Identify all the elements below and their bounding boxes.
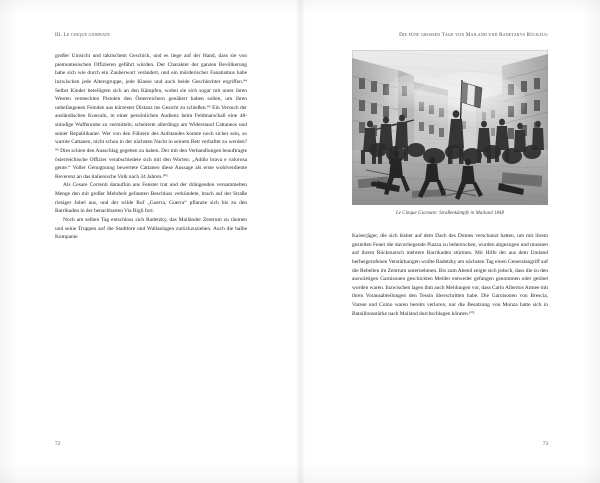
right-page [300,0,600,483]
right-page-running-head: Die fünf großen Tage von Mailand und Radetzkys Rückzug [399,32,548,38]
figure-block [352,50,548,216]
left-page-running-head: III. Le cinque giornate [55,32,110,38]
right-page-body [352,232,548,318]
paragraph: Kaiserjäger, die sich bisher auf dem Dach des Domes verschanzt hatten, um mit ihrem gezielten Feuer die davorliegende Piazza zu beherrschen, wurden abgezogen und mussten auf ihrem Rückmarsch mehrere Barrikaden stürmen. Mit Hilfe der aus dem Umland herbeigerufenen Verstärkungen wollte Radetzky am nächsten Tag einen Generalangriff auf die Rebellen im Zentrum unternehmen. Bis zum Abend zeigte sich jedoch, dass die zu den auswärtigen Garnisonen geschickten Melder entweder gefangen genommen oder getötet worden waren. Inzwischen lagen ihm auch Meldungen vor, dass Carlo Albertos Armee mit ihren Vorausabteilungen den Tessin überschritten habe. Die Garnisonen von Brescia, Varese und Como waren bereits verloren, nur die Besatzung von Monza hatte sich in Bataillonsstärke nach Mailand durchschlagen können.¹⁰² [352,233,548,317]
street-fighting-engraving [352,50,548,205]
left-page-number: 72 [55,441,61,447]
figure-caption: Le Cinque Giornate: Straßenkämpfe in Mailand 1848 [395,211,505,216]
paragraph: großer Umsicht und taktischem Geschick, und es liege auf der Hand, dass sie von piemontesischen Offizieren geführt würden. Der Charakter der ganzen Bevölkerung habe sich wie durch ein Zauberwort verändert, und ein mörderischer Fanatismus habe inzwischen jede Altersgruppe, jede Klasse und auch beide Geschlechter ergriffen.⁹⁴ Selbst Kinder beteiligten sich an den Kämpfen, wobei sie sich sogar mit unter ihren Westen versteckten Pistolen den Österreichern genähert haben sollen, um ihren unbefangenen Feinden aus kürzester Distanz ins Gesicht zu schießen.⁹⁵ Ein Versuch der ausländischen Konsuln, in einer persönlichen Audienz beim Feldmarschall eine 48-stündige Waffenruhe zu vermitteln, scheiterte allerdings am Widerstand Cattaneos und seiner Republikaner. Wer von den Führern des Aufstandes konnte noch sicher sein, so warnte Cattaneo, nicht schon in der nächsten Nacht in seinem Bett verhaftet zu werden?⁹⁶ Dies schien den Ausschlag gegeben zu haben. Der mit den Verhandlungen beauftragte österreichische Offizier verabschiedete sich mit den Worten: „Addio brava e valorosa gente.“ Voller Genugtuung bewertete Cattaneo diese Aussage als erste wohlverdiente Reverenz an das italienische Volk nach 34 Jahren.¹⁰¹ [55,53,247,180]
left-page-body [55,52,247,242]
right-page-number: 73 [542,441,548,447]
right-page-text-block [352,232,548,318]
paragraph: Noch am selben Tag entschloss sich Radetzky, das Mailänder Zentrum zu räumen und seine Truppen auf die Stadttore und Wallanlagen zurückzuziehen. Auch die halbe Kompanie [55,216,247,241]
paragraph: Als Cesare Correnti daraufhin ans Fenster trat und der drängenden versammelten Menge den mit großer Mehrheit gefassten Beschluss verkündete, brach auf der Straße riesiger Jubel aus, und der wilde Ruf „Guerra, Guerra“ pflanzte sich bis zu den Barrikaden in der benachbarten Via Bigli fort. [55,182,247,215]
left-page-text-block [55,52,247,242]
